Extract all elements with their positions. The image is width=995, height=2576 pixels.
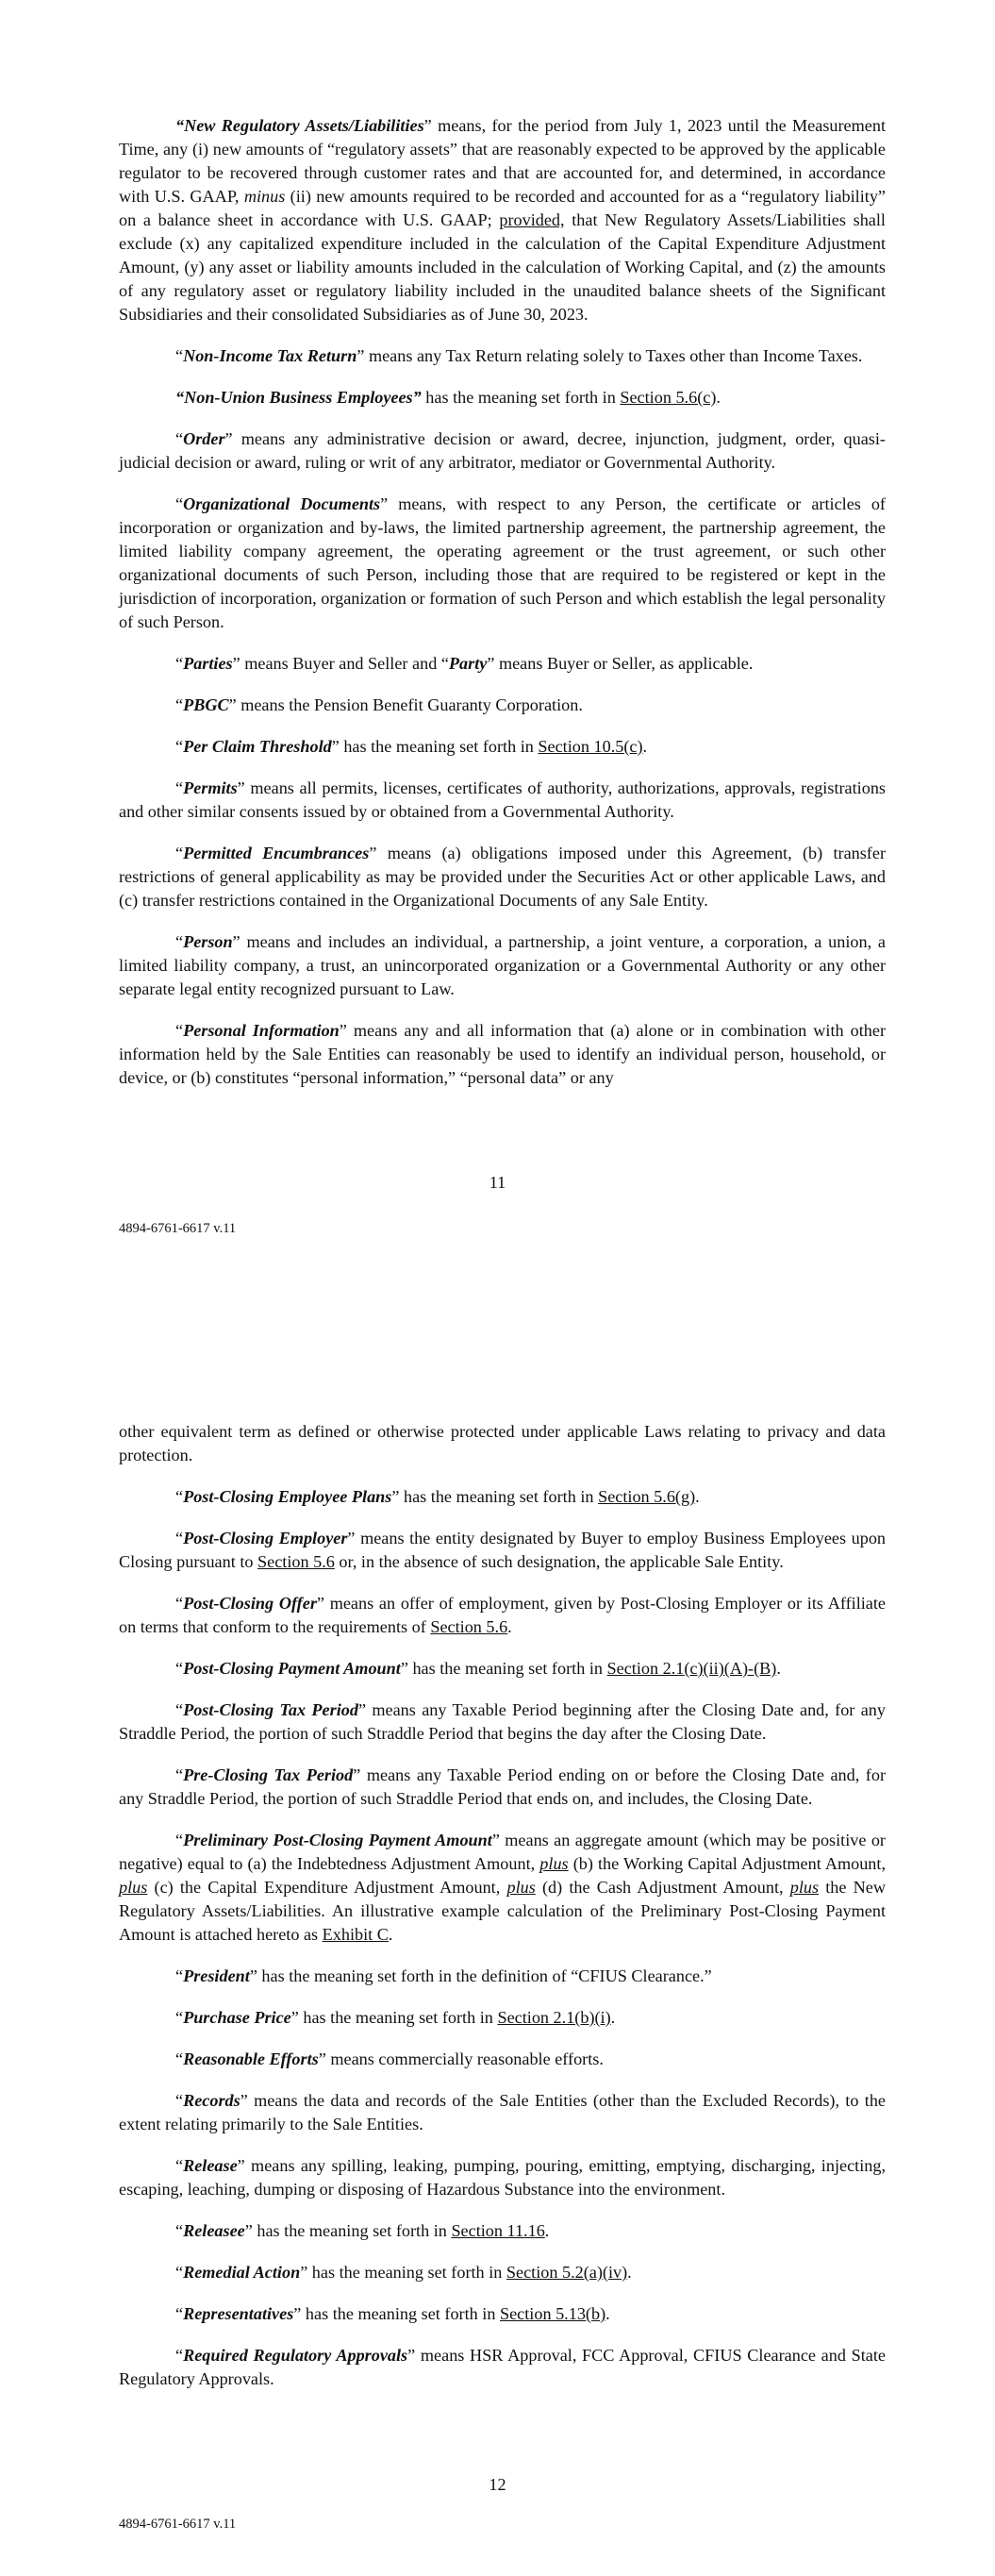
definition-text: “	[175, 1966, 184, 1985]
definition-text: that New Regulatory Assets/Liabilities shall exclude (x) any capitalized expenditure included in the calculation of the Capital Expenditure Adjustment Amount, (y) any asset or liability amounts included in the calculation of Working Capital, and (z) the amounts of any regulatory asset or regulatory liability included in the unaudited balance sheets of the Significant Subsidiaries and their consolidated Subsidiaries as of June 30, 2023.	[119, 210, 886, 324]
document-id: 4894-6761-6617 v.11	[119, 2517, 237, 2532]
defined-term: Permitted Encumbrances	[183, 844, 370, 862]
definition-paragraph	[119, 2344, 886, 2391]
definition-text: ” means an aggregate amount (which may be positive or negative) equal to (a) the Indebtedness Adjustment Amount,	[119, 1831, 886, 1873]
definition-paragraph	[119, 1592, 886, 1639]
definition-paragraph	[119, 1527, 886, 1574]
definition-text: “	[175, 1529, 184, 1547]
defined-term: Records	[183, 2091, 240, 2110]
cross-reference: Section 5.2(a)(iv)	[506, 2263, 628, 2282]
definition-text: .	[776, 1659, 781, 1678]
defined-term: President	[183, 1966, 250, 1985]
defined-term: “	[175, 116, 185, 135]
cross-reference: Section 2.1(c)(ii)(A)-(B)	[606, 1659, 777, 1678]
definition-text: “	[175, 2346, 184, 2365]
definition-paragraph	[119, 1657, 886, 1681]
defined-term: Release	[183, 2156, 238, 2175]
definition-text: “	[175, 1659, 184, 1678]
cross-reference: Section 5.6(g)	[598, 1487, 696, 1506]
definition-paragraph	[119, 1829, 886, 1947]
definition-text: ” means (a) obligations imposed under this Agreement, (b) transfer restrictions of general applicability as may be provided under the Securities Act or other applicable Laws, and (c) transfer restrictions contained in the Organizational Documents of any Sale Entity.	[119, 844, 886, 910]
definition-text: “	[175, 2221, 184, 2240]
definition-text: ” means Buyer and Seller and “	[232, 654, 449, 673]
definition-paragraph	[119, 2089, 886, 2136]
definition-paragraph	[119, 1965, 886, 1988]
definition-text: (d) the Cash Adjustment Amount,	[535, 1878, 790, 1897]
definitions-body	[119, 114, 886, 1108]
defined-term: Releasee	[183, 2221, 245, 2240]
definition-paragraph	[119, 493, 886, 634]
definition-paragraph	[119, 1019, 886, 1090]
definition-text: .	[605, 2304, 610, 2323]
definition-text: .	[627, 2263, 632, 2282]
cross-reference: Section 5.13(b)	[499, 2304, 606, 2323]
definitions-body	[119, 1420, 886, 2409]
definition-text: “	[175, 1594, 184, 1613]
definition-text: ” means, for the period from July 1, 2023 until the Measurement Time, any (i) new amounts of “regulatory assets” that are reasonably expected to be approved by the applicable regulator to be recovered through customer rates and that are accounted for, and determined, in accordance with U.S. GAAP,	[119, 116, 886, 206]
definition-text: .	[507, 1617, 512, 1636]
definition-text: “	[175, 2263, 184, 2282]
definition-paragraph	[119, 2154, 886, 2201]
defined-term: Representatives	[183, 2304, 294, 2323]
cross-reference: Section 5.6	[257, 1552, 335, 1571]
definition-text: “	[175, 429, 184, 448]
defined-term: Permits	[183, 778, 238, 797]
defined-term: Person	[183, 932, 233, 951]
definition-paragraph	[119, 2219, 886, 2243]
page-number: 12	[489, 2475, 506, 2494]
definition-text: “	[175, 2304, 184, 2323]
definition-text: ” means HSR Approval, FCC Approval, CFIUS Clearance and State Regulatory Approvals.	[119, 2346, 886, 2388]
defined-term: Pre-Closing Tax Period	[183, 1765, 354, 1784]
definition-text: “	[175, 1700, 184, 1719]
definition-text: “	[175, 346, 184, 365]
defined-term: Party	[448, 654, 488, 673]
definition-text: ” has the meaning set forth in	[391, 1487, 599, 1506]
definition-paragraph	[119, 114, 886, 326]
defined-term: Non-Income Tax Return	[183, 346, 357, 365]
definition-text: “	[175, 1021, 184, 1040]
definition-text: .	[716, 388, 721, 407]
definition-text: ” has the meaning set forth in	[293, 2304, 500, 2323]
definition-text: or, in the absence of such designation, the applicable Sale Entity.	[334, 1552, 784, 1571]
definition-text: “	[175, 654, 184, 673]
defined-term: “Non-Union Business Employees”	[175, 388, 422, 407]
defined-term: New Regulatory Assets/Liabilities	[184, 116, 424, 135]
definition-text: “	[175, 1487, 184, 1506]
definition-text: ” means the data and records of the Sale Entities (other than the Excluded Records), to the extent relating primarily to the Sale Entities.	[119, 2091, 886, 2133]
definition-text: ” means any Taxable Period beginning after the Closing Date and, for any Straddle Period, the portion of such Straddle Period that begins the day after the Closing Date.	[119, 1700, 886, 1743]
defined-term: Parties	[183, 654, 233, 673]
defined-term: PBGC	[183, 695, 229, 714]
definition-text: “	[175, 1765, 184, 1784]
definition-text: ” has the meaning set forth in	[331, 737, 539, 756]
defined-term: Post-Closing Payment Amount	[183, 1659, 401, 1678]
definition-paragraph	[119, 842, 886, 912]
cross-reference: Section 5.6	[430, 1617, 508, 1636]
definition-text: .	[642, 737, 648, 756]
definition-paragraph	[119, 2302, 886, 2326]
definition-text: .	[695, 1487, 700, 1506]
definition-text: “	[175, 2091, 184, 2110]
definition-text: ” has the meaning set forth in	[400, 1659, 607, 1678]
definition-text: ” has the meaning set forth in	[244, 2221, 452, 2240]
defined-term: Organizational Documents	[183, 494, 381, 513]
document-page-12	[0, 1302, 995, 2576]
defined-term: Post-Closing Tax Period	[183, 1700, 358, 1719]
page-number: 11	[489, 1173, 506, 1192]
definition-text: “	[175, 695, 184, 714]
definition-text: ” means the entity designated by Buyer to employ Business Employees upon Closing pursuant to	[119, 1529, 887, 1571]
definition-text: other equivalent term as defined or otherwise protected under applicable Laws relating to privacy and data protection.	[119, 1422, 886, 1464]
definition-text: ” has the meaning set forth in	[300, 2263, 506, 2282]
definition-text: ” means the Pension Benefit Guaranty Corporation.	[228, 695, 583, 714]
definition-paragraph	[119, 652, 886, 676]
definition-text: “	[175, 932, 184, 951]
cross-reference: Section 10.5(c)	[538, 737, 643, 756]
definition-paragraph	[119, 2261, 886, 2284]
defined-term: Purchase Price	[183, 2008, 291, 2027]
cross-reference: Exhibit C	[322, 1925, 389, 1944]
definition-paragraph	[119, 694, 886, 717]
definition-text: “	[175, 737, 184, 756]
defined-term: Personal Information	[183, 1021, 340, 1040]
cross-reference: plus	[119, 1878, 148, 1897]
definition-text: ” means any spilling, leaking, pumping, pouring, emitting, emptying, discharging, injecting, escaping, leaching, dumping or disposing of Hazardous Substance into the environment.	[119, 2156, 886, 2199]
definition-text: (b) the Working Capital Adjustment Amount,	[568, 1854, 886, 1873]
defined-term: Order	[183, 429, 225, 448]
definition-paragraph	[119, 2048, 886, 2071]
definition-paragraph	[119, 1698, 886, 1746]
definition-text: “	[175, 2156, 184, 2175]
cross-reference: Section 2.1(b)(i)	[497, 2008, 611, 2027]
definition-text: ” means, with respect to any Person, the certificate or articles of incorporation or organization and by-laws, the limited partnership agreement, the partnership agreement, the limited liability company agreement, the operating agreement or the trust agreement, or such other organizational documents of such Person, including those that are required to be registered or kept in the jurisdiction of incorporation, organization or formation of such Person and which establish the legal personality of such Person.	[119, 494, 886, 631]
definition-text: ” means any Taxable Period ending on or before the Closing Date and, for any Straddle Period, the portion of such Straddle Period that ends on, and includes, the Closing Date.	[119, 1765, 886, 1808]
definition-text: ” means any administrative decision or award, decree, injunction, judgment, order, quasi-judicial decision or award, ruling or writ of any arbitrator, mediator or Governmental Authority.	[119, 429, 886, 472]
definition-text: .	[388, 1925, 393, 1944]
definition-text: (c) the Capital Expenditure Adjustment Amount,	[147, 1878, 507, 1897]
definition-text: “	[175, 844, 184, 862]
defined-term: Post-Closing Offer	[183, 1594, 317, 1613]
defined-term: Per Claim Threshold	[183, 737, 332, 756]
definition-text: “	[175, 778, 184, 797]
cross-reference: Section 5.6(c)	[620, 388, 717, 407]
definition-text: “	[175, 2008, 184, 2027]
definition-paragraph	[119, 777, 886, 824]
definition-paragraph	[119, 1764, 886, 1811]
defined-term: Required Regulatory Approvals	[183, 2346, 408, 2365]
definition-text: ” has the meaning set forth in the definition of “CFIUS Clearance.”	[249, 1966, 712, 1985]
cross-reference: plus	[539, 1854, 569, 1873]
definition-text: ” means Buyer or Seller, as applicable.	[487, 654, 754, 673]
definition-text: ” has the meaning set forth in	[290, 2008, 498, 2027]
definition-paragraph	[119, 1485, 886, 1509]
definition-text: ” means any and all information that (a) alone or in combination with other information held by the Sale Entities can reasonably be used to identify an individual person, household, or device, or (b) constitutes “personal information,” “personal data” or any	[119, 1021, 886, 1087]
definition-text: the New Regulatory Assets/Liabilities. An illustrative example calculation of the Preliminary Post-Closing Payment Amount is attached hereto as	[119, 1878, 886, 1944]
definition-paragraph	[119, 386, 886, 410]
defined-term: Post-Closing Employee Plans	[183, 1487, 392, 1506]
cross-reference: plus	[506, 1878, 536, 1897]
definition-paragraph	[119, 427, 886, 475]
definition-text: “	[175, 1831, 184, 1849]
definition-paragraph	[119, 735, 886, 759]
definition-text: ” means any Tax Return relating solely to Taxes other than Income Taxes.	[357, 346, 863, 365]
definition-text: .	[544, 2221, 550, 2240]
definition-text: .	[610, 2008, 616, 2027]
defined-term: Preliminary Post-Closing Payment Amount	[183, 1831, 492, 1849]
defined-term: Post-Closing Employer	[183, 1529, 348, 1547]
definition-paragraph	[119, 930, 886, 1001]
definition-text: ” means commercially reasonable efforts.	[318, 2049, 604, 2068]
definition-text: (ii) new amounts required to be recorded and accounted for as a “regulatory liability” on a balance sheet in accordance with U.S. GAAP;	[119, 187, 886, 229]
definition-text: “	[175, 2049, 184, 2068]
definition-text: ” means all permits, licenses, certificates of authority, authorizations, approvals, registrations and other similar consents issued by or obtained from a Governmental Authority.	[119, 778, 886, 821]
cross-reference: plus	[789, 1878, 820, 1897]
document-id: 4894-6761-6617 v.11	[119, 1221, 237, 1236]
cross-reference: provided,	[499, 210, 565, 229]
defined-term: Reasonable Efforts	[183, 2049, 319, 2068]
definition-text: “	[175, 494, 184, 513]
definition-paragraph	[119, 2006, 886, 2030]
definition-text: ” means an offer of employment, given by Post-Closing Employer or its Affiliate on terms that conform to the requirements of	[119, 1594, 887, 1636]
cross-reference: Section 11.16	[451, 2221, 545, 2240]
definition-paragraph	[119, 1420, 886, 1467]
definition-text: ” means and includes an individual, a partnership, a joint venture, a corporation, a union, a limited liability company, a trust, an unincorporated organization or a Governmental Authority or any other separate legal entity recognized pursuant to Law.	[119, 932, 886, 998]
definition-text: has the meaning set forth in	[421, 388, 621, 407]
definition-text: minus	[243, 187, 286, 206]
definition-paragraph	[119, 344, 886, 368]
defined-term: Remedial Action	[183, 2263, 301, 2282]
